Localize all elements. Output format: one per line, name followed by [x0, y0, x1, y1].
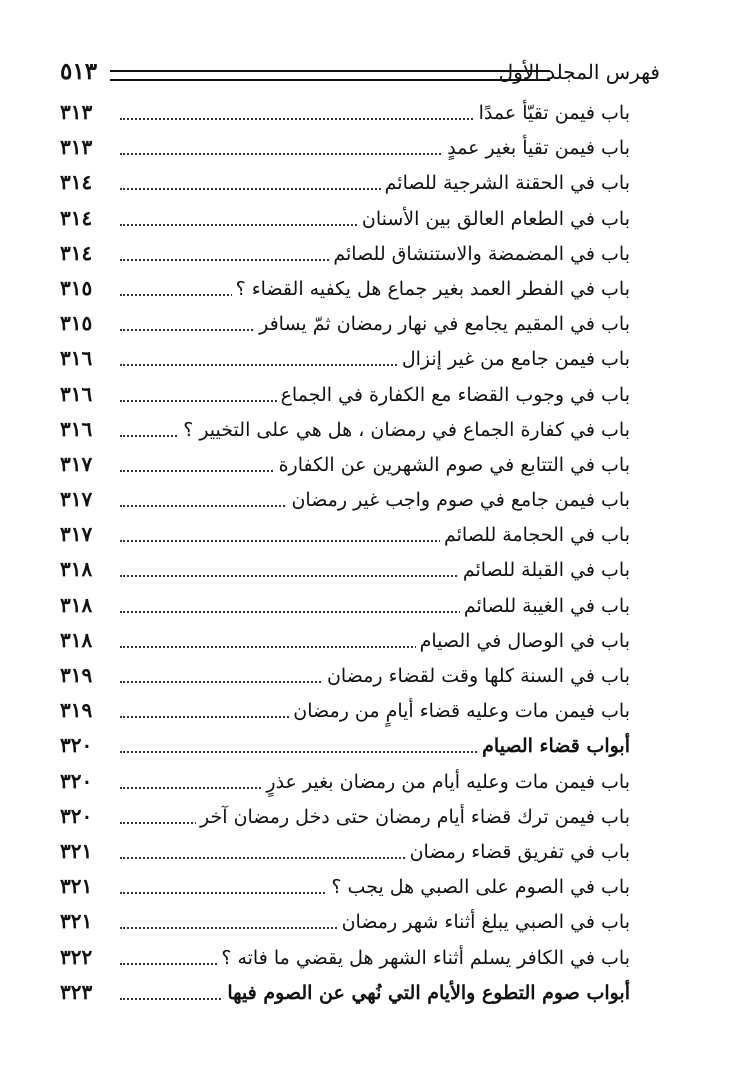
entry-title: باب في وجوب القضاء مع الكفارة في الجماع — [277, 384, 630, 406]
entry-title: باب فيمن مات وعليه أيام من رمضان بغير عذرٍ — [262, 771, 630, 793]
entry-title: باب في كفارة الجماع في رمضان ، هل هي على التخيير ؟ — [179, 419, 630, 441]
entry-page-number: ٣٢٢ — [60, 944, 93, 969]
section-title: أبواب صوم التطوع والأيام التي نُهي عن الصوم فيها — [223, 982, 630, 1004]
toc-entry[interactable] — [60, 98, 630, 133]
toc-entry[interactable] — [60, 380, 630, 415]
entry-page-number: ٣١٤ — [60, 240, 93, 265]
toc-entry[interactable] — [60, 168, 630, 203]
toc-entry[interactable] — [60, 696, 630, 731]
entry-page-number: ٣١٨ — [60, 557, 93, 582]
toc-entry[interactable] — [60, 661, 630, 696]
entry-page-number: ٣١٨ — [60, 592, 93, 617]
entry-page-number: ٣١٦ — [60, 346, 93, 371]
toc-section-heading[interactable] — [60, 731, 630, 766]
toc-entry[interactable] — [60, 415, 630, 450]
toc-entry[interactable] — [60, 274, 630, 309]
entry-page-number: ٣١٩ — [60, 698, 93, 723]
header-title: فهرس المجلد الأول — [498, 60, 660, 84]
entry-title: باب فيمن ترك قضاء أيام رمضان حتى دخل رمضان آخر — [196, 806, 630, 828]
toc-entry[interactable] — [60, 626, 630, 661]
entry-title: باب في الحجامة للصائم — [440, 524, 630, 546]
toc-entry[interactable] — [60, 767, 630, 802]
entry-title: باب فيمن جامع في صوم واجب غير رمضان — [287, 489, 630, 511]
toc-entry[interactable] — [60, 520, 630, 555]
toc-entry[interactable] — [60, 344, 630, 379]
entry-title: باب فيمن تقيأ بغير عمدٍ — [443, 137, 630, 159]
entry-title: باب في الكافر يسلم أثناء الشهر هل يقضي ما فاته ؟ — [217, 947, 630, 969]
entry-page-number: ٣٢٠ — [60, 768, 93, 793]
toc-entry[interactable] — [60, 802, 630, 837]
entry-page-number: ٣١٣ — [60, 135, 93, 160]
toc-entry[interactable] — [60, 907, 630, 942]
toc-entry[interactable] — [60, 555, 630, 590]
header-double-rule — [110, 70, 550, 81]
entry-page-number: ٣١٨ — [60, 627, 93, 652]
toc-entry[interactable] — [60, 204, 630, 239]
toc-entry[interactable] — [60, 837, 630, 872]
entry-title: باب في الغيبة للصائم — [460, 595, 630, 617]
entry-page-number: ٣١٤ — [60, 205, 93, 230]
entry-page-number: ٣٢١ — [60, 909, 93, 934]
entry-title: باب في الفطر العمد بغير جماع هل يكفيه القضاء ؟ — [232, 278, 630, 300]
entry-page-number: ٣١٣ — [60, 100, 93, 124]
toc-entry[interactable] — [60, 450, 630, 485]
section-title: أبواب قضاء الصيام — [478, 735, 630, 757]
entry-page-number: ٣٢٠ — [60, 733, 93, 758]
entry-title: باب في القبلة للصائم — [459, 559, 630, 581]
entry-page-number: ٣١٧ — [60, 522, 93, 547]
entry-title: باب في التتابع في صوم الشهرين عن الكفارة — [275, 454, 630, 476]
entry-title: باب في الصبي يبلغ أثناء شهر رمضان — [338, 911, 630, 933]
toc-entry[interactable] — [60, 239, 630, 274]
entry-title: باب في المقيم يجامع في نهار رمضان ثمّ يسافر — [255, 313, 630, 335]
table-of-contents — [60, 98, 630, 1013]
entry-page-number: ٣١٤ — [60, 170, 93, 195]
toc-entry[interactable] — [60, 872, 630, 907]
entry-page-number: ٣١٧ — [60, 451, 93, 476]
entry-title: باب في الوصال في الصيام — [416, 630, 630, 652]
page-header — [60, 58, 660, 92]
entry-page-number: ٣٢٠ — [60, 803, 93, 828]
entry-page-number: ٣١٩ — [60, 663, 93, 687]
entry-title: باب في الحقنة الشرجية للصائم — [381, 172, 630, 194]
entry-page-number: ٣٢١ — [60, 874, 93, 899]
entry-page-number: ٣٢١ — [60, 838, 93, 863]
toc-entry[interactable] — [60, 943, 630, 978]
entry-page-number: ٣١٥ — [60, 275, 93, 300]
entry-title: باب في السنة كلها وقت لقضاء رمضان — [323, 665, 630, 687]
toc-entry[interactable] — [60, 485, 630, 520]
entry-page-number: ٣٢٣ — [60, 979, 93, 1004]
entry-title: باب فيمن مات وعليه قضاء أيامٍ من رمضان — [289, 700, 630, 722]
header-page-number: ٥١٣ — [60, 58, 98, 85]
entry-title: باب فيمن تقيّأ عمدًا — [475, 102, 630, 124]
entry-page-number: ٣١٦ — [60, 416, 93, 441]
toc-section-heading[interactable] — [60, 978, 630, 1013]
entry-title: باب في الطعام العالق بين الأسنان — [358, 208, 630, 230]
entry-title: باب في الصوم على الصبي هل يجب ؟ — [327, 876, 630, 898]
entry-title: باب في تفريق قضاء رمضان — [406, 841, 630, 863]
toc-entry[interactable] — [60, 133, 630, 168]
toc-entry[interactable] — [60, 591, 630, 626]
toc-entry[interactable] — [60, 309, 630, 344]
entry-page-number: ٣١٦ — [60, 381, 93, 406]
entry-page-number: ٣١٧ — [60, 487, 93, 512]
entry-title: باب فيمن جامع من غير إنزال — [398, 348, 630, 370]
entry-title: باب في المضمضة والاستنشاق للصائم — [329, 243, 630, 265]
entry-page-number: ٣١٥ — [60, 311, 93, 336]
